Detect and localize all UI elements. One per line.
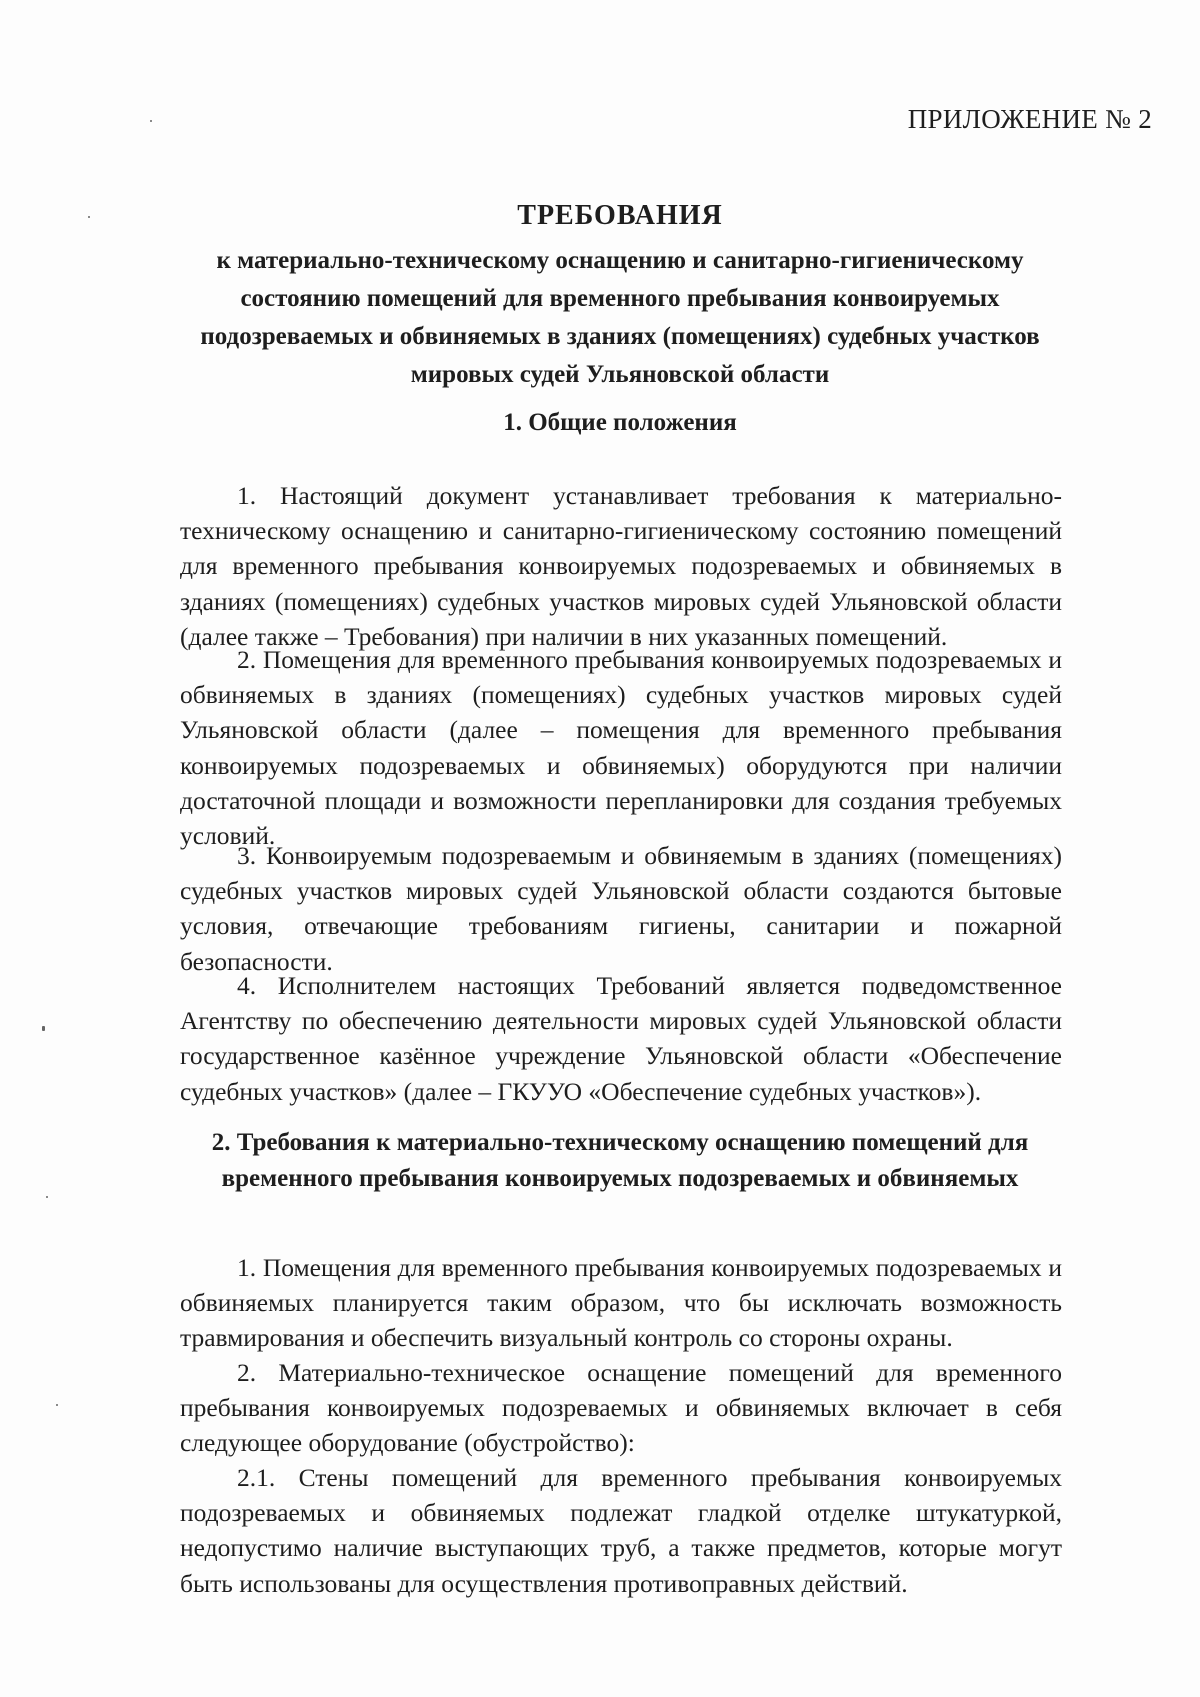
document-title: ТРЕБОВАНИЯ	[517, 200, 723, 231]
document-subtitle: к материально-техническому оснащению и санитарно-гигиеническому состоянию помещений для временного пребывания конвоируемых подозреваемых и обвиняемых в зданиях (помещениях) судебных участков мировых судей Ульяновской области	[200, 247, 1040, 388]
paragraph-1-4: 4. Исполнителем настоящих Требований является подведомственное Агентству по обеспечению деятельности мировых судей Ульяновской области государственное казённое учреждение Ульяновской области «Обеспечение судебных участков» (далее – ГКУУО «Обеспечение судебных участков»).	[180, 971, 1062, 1106]
scan-speck	[46, 1196, 48, 1198]
title-block	[170, 200, 1070, 394]
paragraph-2-2: 2. Материально-техническое оснащение помещений для временного пребывания конвоируемых подозреваемых и обвиняемых включает в себя следующее оборудование (обустройство):	[180, 1358, 1062, 1458]
paragraph-1-2: 2. Помещения для временного пребывания конвоируемых подозреваемых и обвиняемых в зданиях (помещениях) судебных участков мировых судей Ульяновской области (далее – помещения для временного пребывания конвоируемых подозреваемых и обвиняемых) оборудуются при наличии достаточной площади и возможности перепланировки для создания требуемых условий.	[180, 645, 1062, 851]
scan-speck	[56, 1404, 58, 1406]
scan-speck	[88, 216, 90, 218]
scan-speck	[42, 1026, 45, 1031]
paragraph-2-2-1: 2.1. Стены помещений для временного пребывания конвоируемых подозреваемых и обвиняемых подлежат гладкой отделке штукатуркой, недопустимо наличие выступающих труб, а также предметов, которые могут быть использованы для осуществления противоправных действий.	[180, 1463, 1062, 1598]
section-heading-requirements: 2. Требования к материально-техническому оснащению помещений для временного пребывания конвоируемых подозреваемых и обвиняемых	[211, 1129, 1029, 1192]
scan-speck	[150, 120, 152, 122]
appendix-label: ПРИЛОЖЕНИЕ № 2	[907, 104, 1152, 134]
section-heading-general: 1. Общие положения	[503, 409, 737, 436]
paragraph-1-1: 1. Настоящий документ устанавливает требования к материально-техническому оснащению и санитарно-гигиеническому состоянию помещений для временного пребывания конвоируемых подозреваемых и обвиняемых в зданиях (помещениях) судебных участков мировых судей Ульяновской области (далее также – Требования) при наличии в них указанных помещений.	[180, 481, 1062, 651]
paragraph-1-3: 3. Конвоируемым подозреваемым и обвиняемым в зданиях (помещениях) судебных участков мировых судей Ульяновской области создаются бытовые условия, отвечающие требованиям гигиены, санитарии и пожарной безопасности.	[180, 841, 1062, 976]
paragraph-2-1: 1. Помещения для временного пребывания конвоируемых подозреваемых и обвиняемых планируется таким образом, что бы исключать возможность травмирования и обеспечить визуальный контроль со стороны охраны.	[180, 1253, 1062, 1353]
